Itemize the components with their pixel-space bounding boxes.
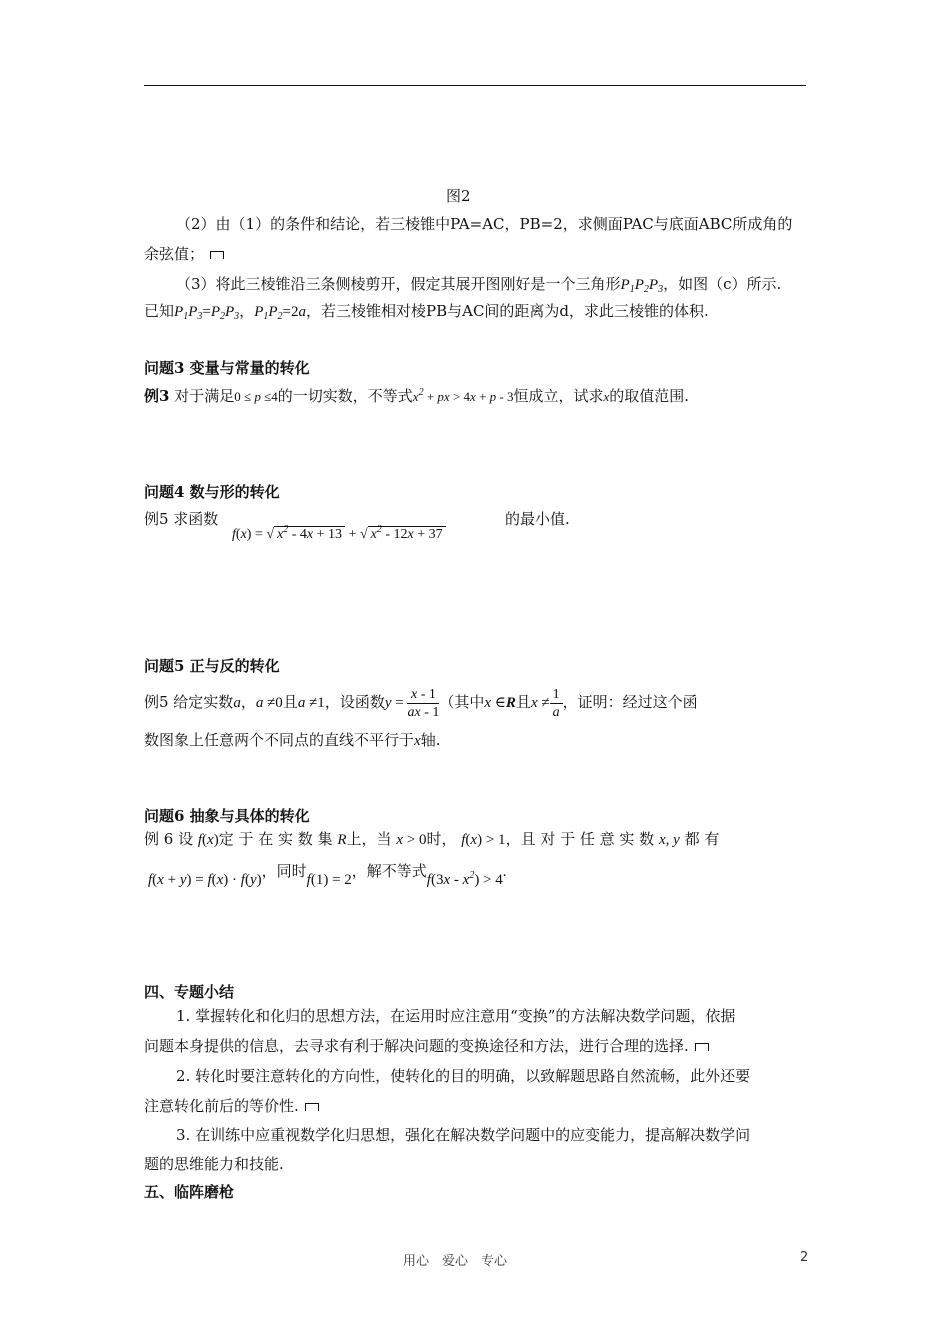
q5-cond-a-ne-1: a ≠1 bbox=[297, 695, 325, 711]
q3-heading: 问题3 变量与常量的转化 bbox=[144, 359, 310, 377]
section4-p1-line2 bbox=[144, 1036, 709, 1056]
page-number: 2 bbox=[800, 1250, 809, 1265]
q4-example-tail: 的最小值. bbox=[505, 510, 570, 528]
part3-line1-text-a: （3）将此三棱锥沿三条侧棱剪开，假定其展开图刚好是一个三角形 bbox=[176, 275, 621, 293]
q3-text-d: 的取值范围. bbox=[609, 387, 690, 405]
q3-text-a: 对于满足 bbox=[174, 387, 235, 405]
q6-text-b: 定 于 在 实 数 集 bbox=[218, 830, 333, 848]
q5-example-label: 例5 给定实数 bbox=[144, 693, 234, 711]
q4-example-label: 例5 求函数 bbox=[144, 510, 219, 528]
q6-line1 bbox=[144, 829, 719, 850]
q6-line2-text-a: ，同时 bbox=[261, 862, 307, 880]
q3-example bbox=[144, 383, 689, 407]
q5-text-3: （其中 bbox=[439, 693, 485, 711]
section4-p1-line2-text: 问题本身提供的信息，去寻求有利于解决问题的变换途径和方法，进行合理的选择. bbox=[144, 1037, 689, 1055]
figure-caption: 图2 bbox=[446, 187, 471, 205]
q5-line2-text-b: 轴. bbox=[420, 731, 441, 749]
q5-text-4: 且 bbox=[515, 693, 531, 711]
q5-example-line2 bbox=[144, 730, 440, 751]
footer-slogan: 用心 爱心 专心 bbox=[403, 1254, 508, 1269]
q4-heading: 问题4 数与形的转化 bbox=[144, 483, 280, 501]
header-rule bbox=[144, 85, 806, 86]
q6-text-f: 都 有 bbox=[684, 830, 720, 848]
q4-function: f(x) = √ $x^2 - 4x + 13$ + √ $x^2 - 12x + 37$ bbox=[232, 519, 446, 546]
section4-p2-line1: 2. 转化时要注意转化的方向性，使转化的目的明确，以致解题思路自然流畅，此外还要 bbox=[176, 1067, 751, 1085]
q6-fx-gt-1: f(x) > 1 bbox=[461, 832, 506, 848]
q6-set-r: R bbox=[337, 832, 347, 848]
equation-p1p3-p2p3: $P_1P_3=P_2P_3$ bbox=[174, 304, 240, 322]
q6-text-c: 上，当 bbox=[346, 830, 392, 848]
q6-fx: f(x) bbox=[197, 832, 219, 848]
q3-var-x: x bbox=[603, 389, 610, 404]
edit-mark-icon bbox=[695, 1043, 709, 1051]
q5-line2-text-a: 数图象上任意两个不同点的直线不平行于 bbox=[144, 731, 415, 749]
edit-mark-icon bbox=[305, 1103, 319, 1111]
q6-line2: f(x + y) = f(x) · f(y)，同时f(1) = 2，解不等式$f(3x - x^2) > 4$. bbox=[148, 862, 507, 888]
section4-heading: 四、专题小结 bbox=[144, 983, 235, 1001]
q6-inequality: $f(3x - x^2) > 4$ bbox=[426, 870, 503, 888]
q5-example-line1: 例5 给定实数a，a ≠0且a ≠1，设函数y = $\frac{x - 1}{ax - 1}$ （其中x ∈R且x ≠ $\frac{1}{a}$ ，证明：经过这个函 bbox=[144, 686, 698, 720]
q5-heading: 问题5 正与反的转化 bbox=[144, 657, 280, 675]
q6-f1-eq-2: f(1) = 2 bbox=[306, 872, 352, 888]
part3-line2: 已知$P_1P_3=P_2P_3$，$P_1P_2=2a$，若三棱锥相对棱PB与AC间的距离为d，求此三棱锥的体积. bbox=[144, 302, 709, 322]
part2-line1: （2）由（1）的条件和结论，若三棱锥中PA=AC，PB=2，求侧面PAC与底面ABC所成角的 bbox=[176, 215, 793, 233]
q3-text-c: 恒成立，试求 bbox=[513, 387, 604, 405]
part3-line2-text-b: ，若三棱锥相对棱PB与AC间的距离为d，求此三棱锥的体积. bbox=[306, 302, 709, 320]
section4-p3-line2: 题的思维能力和技能. bbox=[144, 1155, 284, 1173]
part3-line2-text-a: 已知 bbox=[144, 302, 175, 320]
q5-fraction-1-over-a: $\frac{1}{a}$ bbox=[550, 686, 563, 721]
q6-text-e: ，且 对 于 任 意 实 数 bbox=[505, 830, 655, 848]
part3-line1-text-b: ，如图（c）所示. bbox=[663, 275, 782, 293]
part2-line2 bbox=[144, 244, 224, 264]
q6-text-a: 例 6 设 bbox=[144, 830, 194, 848]
part3-line1 bbox=[176, 274, 781, 300]
q5-x-ne: x ≠ bbox=[530, 695, 550, 711]
edit-mark-icon bbox=[210, 251, 224, 259]
q5-x-axis-var: x bbox=[414, 733, 421, 749]
q5-text-5: ，证明：经过这个函 bbox=[562, 693, 698, 711]
section4-p2-line2 bbox=[144, 1096, 319, 1116]
equation-p1p2: $P_1P_2=2a$ bbox=[254, 304, 306, 322]
triangle-p1p2p3: $P_1P_2P_3$ bbox=[620, 277, 664, 295]
q3-condition-p: 0 ≤ p ≤4 bbox=[234, 389, 278, 404]
q6-x-gt-0: x > 0 bbox=[396, 832, 427, 848]
q6-vars-xy: x, y bbox=[658, 832, 680, 848]
part2-line2-text: 余弦值； bbox=[144, 245, 205, 263]
q3-example-label: 例3 bbox=[144, 387, 170, 405]
q5-cond-a-nonzero: a ≠0 bbox=[255, 695, 283, 711]
section5-heading: 五、临阵磨枪 bbox=[144, 1183, 235, 1201]
q6-heading: 问题6 抽象与具体的转化 bbox=[144, 807, 310, 825]
section4-p1-line1: 1. 掌握转化和化归的思想方法，在运用时应注意用“变换”的方法解决数学问题，依据 bbox=[176, 1007, 736, 1025]
q5-y-eq: y = bbox=[384, 695, 408, 711]
section4-p3-line1: 3. 在训练中应重视数学化归思想，强化在解决数学问题中的应变能力，提高解决数学问 bbox=[176, 1126, 751, 1144]
q3-text-b: 的一切实数，不等式 bbox=[277, 387, 413, 405]
q6-text-d: 时， bbox=[426, 830, 457, 848]
q6-functional-eq: f(x + y) = f(x) · f(y) bbox=[148, 872, 262, 888]
q5-x-in-r: x ∈R bbox=[484, 695, 516, 711]
section4-p2-line2-text: 注意转化前后的等价性. bbox=[144, 1097, 299, 1115]
q5-text-2: ，设函数 bbox=[324, 693, 385, 711]
q5-var-a: a bbox=[233, 695, 241, 711]
q5-text-1: 且 bbox=[282, 693, 298, 711]
q5-fraction-y: $\frac{x - 1}{ax - 1}$ bbox=[407, 686, 440, 720]
q6-line2-text-b: ，解不等式 bbox=[351, 862, 427, 880]
q3-inequality: $x^2$ + px > 4x + p - 3 bbox=[412, 387, 514, 404]
